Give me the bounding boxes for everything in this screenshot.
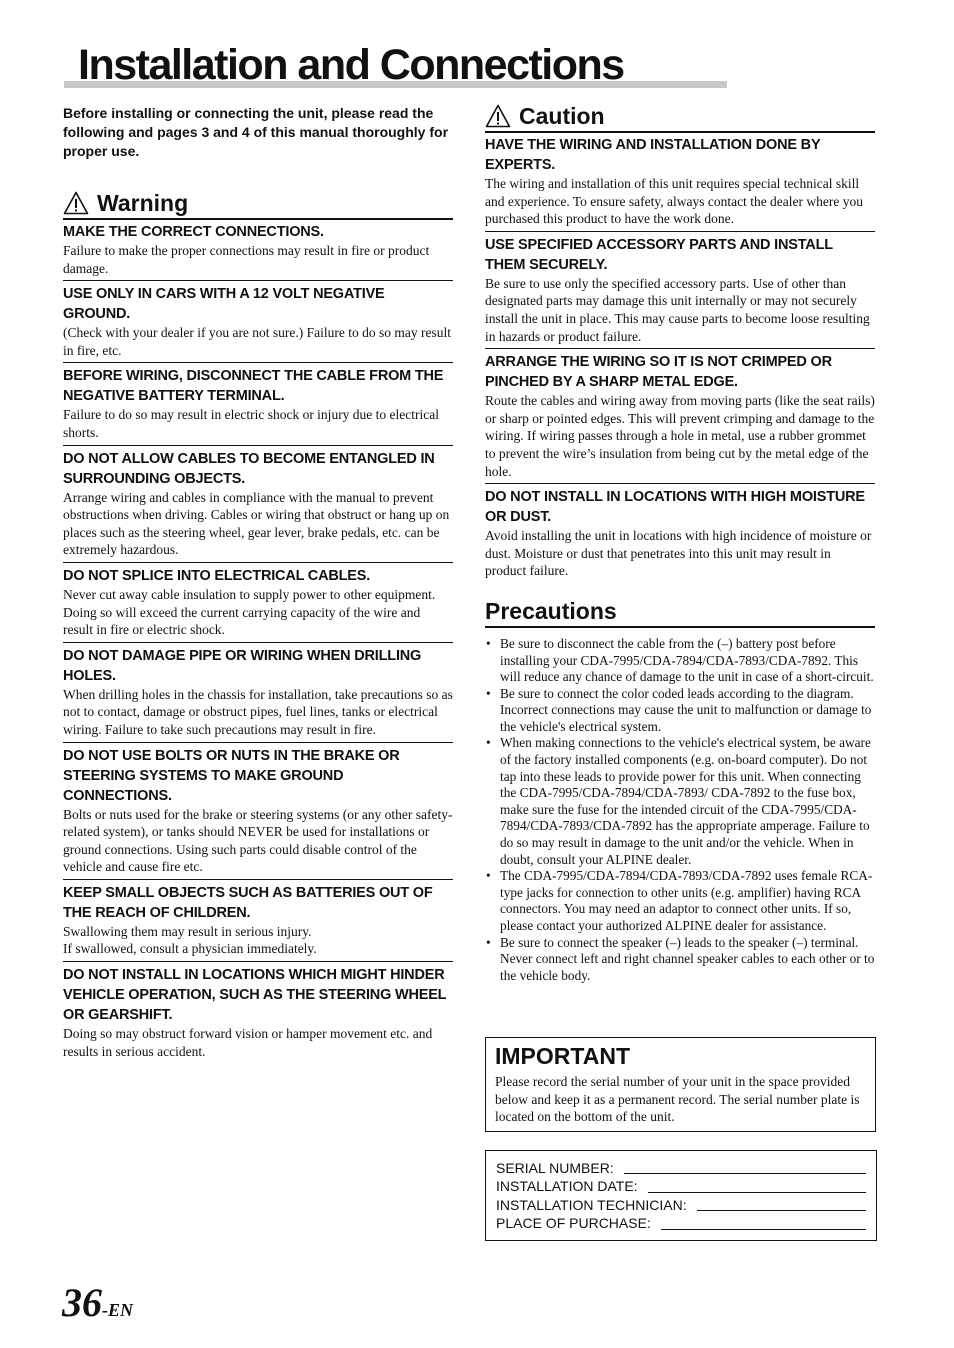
precaution-bullet: • Be sure to connect the color coded leads according to the diagram. Incorrect connections may cause the unit to malfunction or damage to the vehicle's electrical system. — [485, 686, 875, 736]
warning-item-text: When drilling holes in the chassis for installation, take precautions so as not to contact, damage or obstruct pipes, fuel lines, tanks or electrical wiring. Failure to take such precautions may result in fire. — [63, 686, 453, 737]
warning-item — [63, 449, 453, 563]
precautions-list — [485, 636, 875, 984]
warning-item-text: If swallowed, consult a physician immediately. — [63, 941, 317, 957]
page-number-value: 36 — [62, 1280, 102, 1325]
warning-item — [63, 965, 453, 1063]
warning-item-title: USE ONLY IN CARS WITH A 12 VOLT NEGATIVE GROUND. — [63, 286, 385, 323]
warning-item — [63, 366, 453, 445]
warning-item-text: Failure to make the proper connections may result in fire or product damage. — [63, 243, 430, 276]
right-column — [485, 102, 875, 984]
warning-item-title: KEEP SMALL OBJECTS SUCH AS BATTERIES OUT OF THE REACH OF CHILDREN. — [63, 884, 433, 921]
warning-item — [63, 883, 453, 962]
caution-item-text: Route the cables and wiring away from moving parts (like the seat rails) or sharp or pointed edges. This will prevent crimping and damage to the wiring. If wiring passes through a hole in metal, use a rubber grommet to prevent the wire’s insulation from being cut by the metal edge of the hole. — [485, 393, 875, 479]
warning-item-title: BEFORE WIRING, DISCONNECT THE CABLE FROM THE NEGATIVE BATTERY TERMINAL. — [63, 368, 444, 405]
caution-triangle-icon — [485, 104, 511, 128]
warning-item — [63, 566, 453, 643]
installation-technician-label: INSTALLATION TECHNICIAN: — [496, 1196, 687, 1213]
warning-item-text: Bolts or nuts used for the brake or steering systems (or any other safety-related system), or tanks should NEVER be used for installations or ground connections. Using such parts could disable control of the vehicle and cause fire etc. — [63, 806, 453, 875]
caution-item-title: ARRANGE THE WIRING SO IT IS NOT CRIMPED OR PINCHED BY A SHARP METAL EDGE. — [485, 354, 832, 391]
installation-date-row — [496, 1177, 866, 1195]
caution-item-title: USE SPECIFIED ACCESSORY PARTS AND INSTALL THEM SECURELY. — [485, 236, 833, 273]
important-heading: IMPORTANT — [495, 1043, 631, 1069]
precaution-bullet: • Be sure to disconnect the cable from the (–) battery post before installing your CDA-7995/CDA-7894/CDA-7893/CDA-7892. This will reduce any chance of damage to the unit in case of a short-circuit. — [485, 636, 875, 686]
caution-item — [485, 352, 875, 484]
serial-number-label: SERIAL NUMBER: — [496, 1160, 614, 1176]
important-box — [485, 1037, 876, 1132]
precautions-heading — [485, 597, 875, 628]
warning-item — [63, 646, 453, 743]
warning-list — [63, 222, 453, 1063]
warning-item-text: Arrange wiring and cables in compliance with the manual to prevent obstructions when driving. Cables or wiring that obstruct or hang up on places such as the steering wheel, gear lever, brake pedals, etc. can be extremely hazardous. — [63, 489, 450, 558]
serial-number-line — [624, 1162, 866, 1174]
warning-item — [63, 746, 453, 880]
warning-item-title: MAKE THE CORRECT CONNECTIONS. — [63, 224, 324, 240]
installation-date-label: INSTALLATION DATE: — [496, 1178, 638, 1195]
page-number-suffix: -EN — [102, 1300, 133, 1320]
installation-technician-line — [697, 1199, 866, 1211]
caution-item — [485, 487, 875, 583]
warning-triangle-icon — [63, 191, 89, 215]
warning-heading — [63, 189, 453, 220]
caution-item — [485, 235, 875, 349]
caution-heading-label: Caution — [519, 103, 605, 129]
precautions-heading-label: Precautions — [485, 597, 617, 624]
caution-item — [485, 135, 875, 232]
warning-heading-label: Warning — [97, 190, 189, 216]
warning-item-text: Swallowing them may result in serious injury. — [63, 923, 312, 939]
page-number — [62, 1280, 133, 1325]
warning-item-title: DO NOT ALLOW CABLES TO BECOME ENTANGLED IN SURROUNDING OBJECTS. — [63, 450, 435, 487]
precaution-bullet: • Be sure to connect the speaker (–) leads to the speaker (–) terminal. Never connect left and right channel speaker cables to each other or to the vehicle body. — [485, 935, 875, 985]
warning-item — [63, 284, 453, 363]
place-of-purchase-label: PLACE OF PURCHASE: — [496, 1215, 651, 1232]
installation-technician-row — [496, 1196, 866, 1214]
intro-text: Before installing or connecting the unit, please read the following and pages 3 and 4 of this manual thoroughly for proper use. — [63, 105, 449, 159]
caution-list — [485, 135, 875, 583]
serial-record-box — [485, 1150, 877, 1241]
precaution-bullet: • When making connections to the vehicle's electrical system, be aware of the factory installed components (e.g. on-board computer). Do not tap into these leads to provide power for this unit. When connecting the CDA-7995/CDA-7894/CDA-7893/ CDA-7892 to the fuse box, make sure the fuse for the intended circuit of the CDA-7995/CDA-7894/CDA-7893/CDA-7892 has the appropriate amperage. Failure to do so may result in damage to the unit and/or the vehicle. When in doubt, consult your ALPINE dealer. — [485, 735, 875, 868]
warning-item-text: Never cut away cable insulation to supply power to other equipment. Doing so will exceed the current carrying capacity of the wire and result in fire or electric shock. — [63, 586, 436, 638]
caution-item-title: HAVE THE WIRING AND INSTALLATION DONE BY EXPERTS. — [485, 137, 821, 173]
warning-item-title: DO NOT INSTALL IN LOCATIONS WHICH MIGHT HINDER VEHICLE OPERATION, SUCH AS THE STEERING WHEEL OR GEARSHIFT. — [63, 967, 447, 1024]
page-title: Installation and Connections — [78, 41, 624, 89]
warning-item — [63, 222, 453, 281]
important-text: Please record the serial number of your unit in the space provided below and keep it as a permanent record. The serial number plate is located on the bottom of the unit. — [495, 1074, 860, 1125]
warning-item-title: DO NOT USE BOLTS OR NUTS IN THE BRAKE OR STEERING SYSTEMS TO MAKE GROUND CONNECTIONS. — [63, 747, 400, 804]
precaution-bullet: • The CDA-7995/CDA-7894/CDA-7893/CDA-7892 uses female RCA-type jacks for connection to other units (e.g. amplifier) having RCA connectors. You may need an adaptor to connect other units. If so, please contact your authorized ALPINE dealer for assistance. — [485, 868, 875, 934]
caution-item-text: The wiring and installation of this unit requires special technical skill and experience. To ensure safety, always contact the dealer where you purchased this product to have the work done. — [485, 176, 864, 227]
warning-item-title: DO NOT DAMAGE PIPE OR WIRING WHEN DRILLING HOLES. — [63, 647, 422, 684]
warning-item-text: (Check with your dealer if you are not sure.) Failure to do so may result in fire, etc. — [63, 325, 452, 358]
installation-date-line — [648, 1181, 866, 1193]
caution-heading — [485, 102, 875, 133]
place-of-purchase-row — [496, 1214, 866, 1232]
place-of-purchase-line — [661, 1218, 866, 1230]
caution-item-title: DO NOT INSTALL IN LOCATIONS WITH HIGH MOISTURE OR DUST. — [485, 489, 865, 526]
caution-item-text: Avoid installing the unit in locations with high incidence of moisture or dust. Moisture or dust that penetrates into this unit may result in product failure. — [485, 528, 872, 579]
warning-item-text: Doing so may obstruct forward vision or hamper movement etc. and results in serious accident. — [63, 1026, 433, 1059]
serial-number-row — [496, 1159, 866, 1177]
left-column — [63, 102, 453, 1066]
caution-item-text: Be sure to use only the specified accessory parts. Use of other than designated parts may damage this unit internally or may not securely install the unit in place. This may cause parts to become loose resulting in hazards or product failure. — [485, 275, 870, 344]
warning-item-text: Failure to do so may result in electric shock or injury due to electrical shorts. — [63, 407, 440, 440]
warning-item-title: DO NOT SPLICE INTO ELECTRICAL CABLES. — [63, 567, 371, 584]
